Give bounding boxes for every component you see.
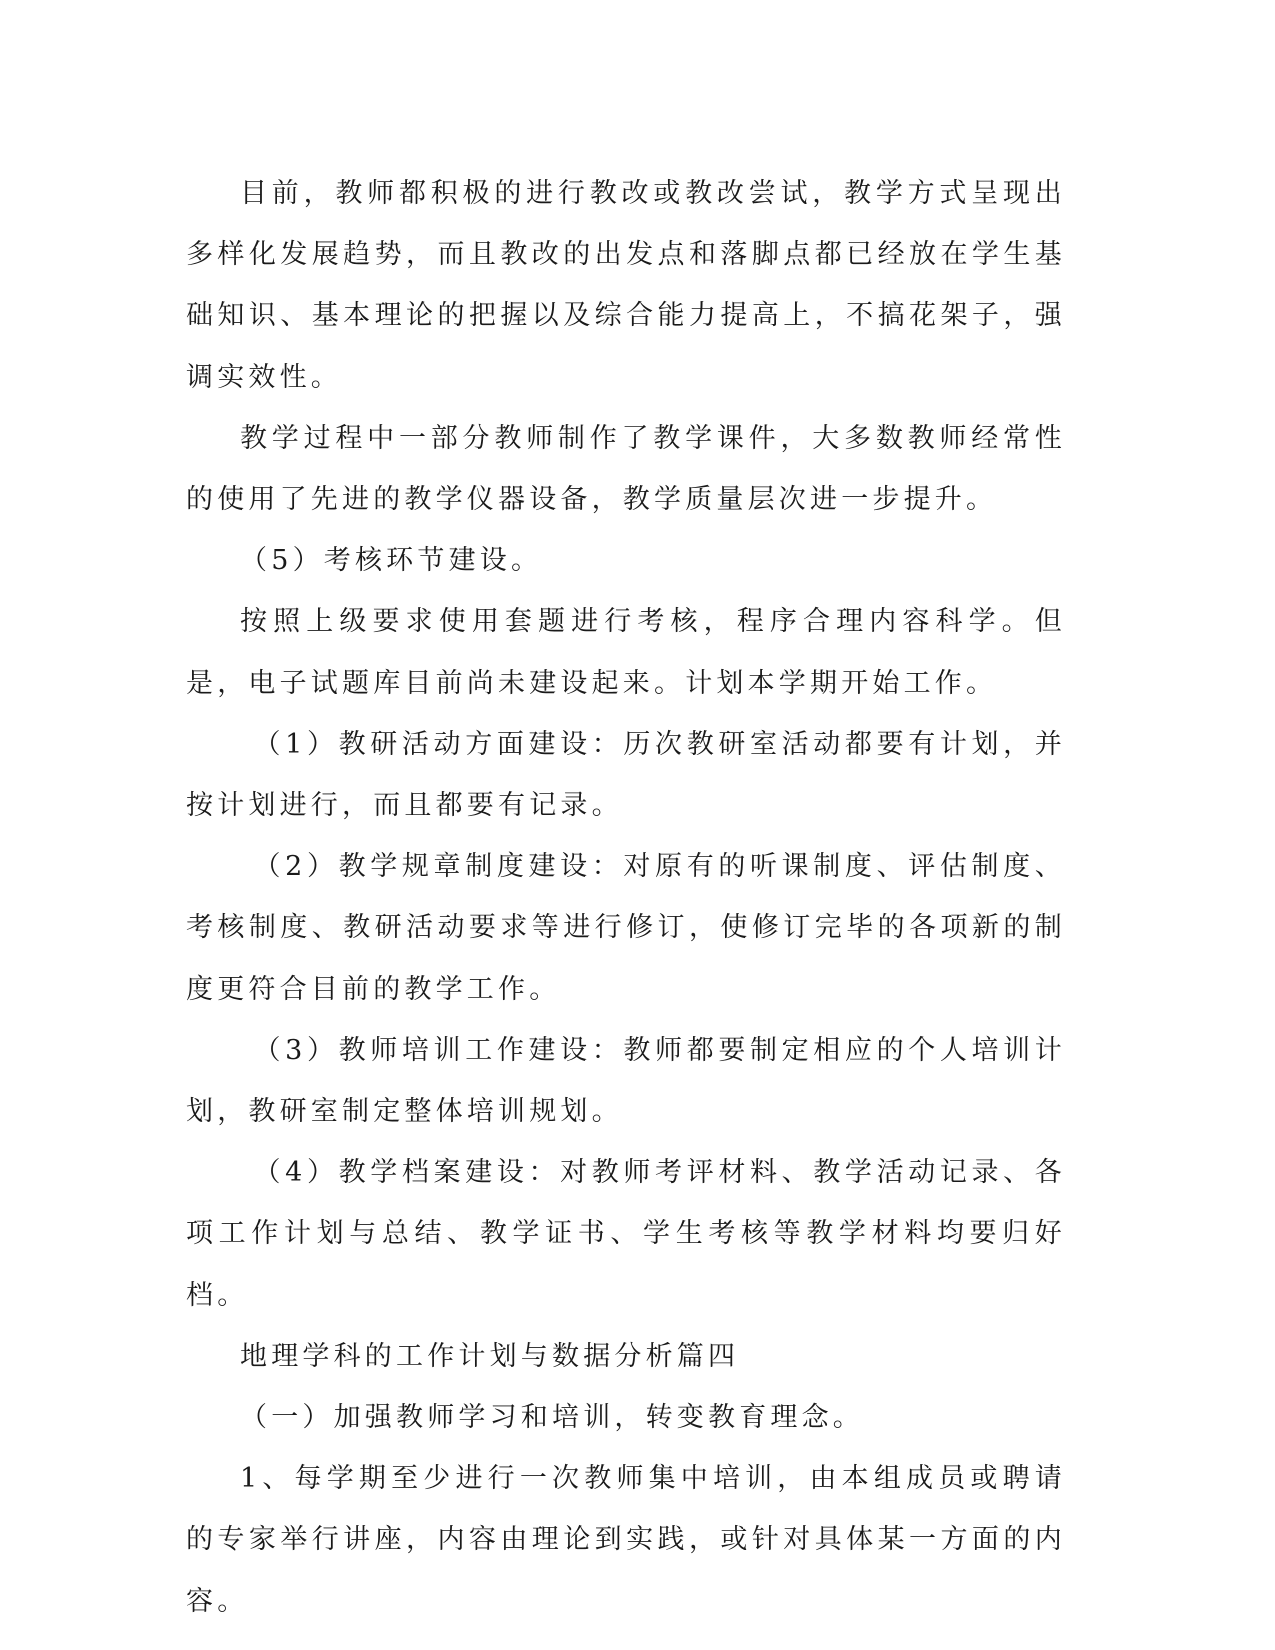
section-title: 地理学科的工作计划与数据分析篇四 — [240, 1340, 740, 1372]
paragraph-regulations: （2）教学规章制度建设：对原有的听课制度、评估制度、考核制度、教研活动要求等进行修订，使修订完毕的各项新的制度更符合目前的教学工作。 — [186, 851, 1066, 1005]
paragraph-research-activities: （1）教研活动方面建设：历次教研室活动都要有计划，并按计划进行，而且都要有记录。 — [186, 728, 1066, 822]
paragraph-assessment-heading: （5）考核环节建设。 — [240, 545, 543, 577]
document-body — [186, 163, 1066, 1632]
paragraph-centralized-training: 1、每学期至少进行一次教师集中培训，由本组成员或聘请的专家举行讲座，内容由理论到实践，或针对具体某一方面的内容。 — [186, 1463, 1066, 1617]
paragraph-assessment: 按照上级要求使用套题进行考核，程序合理内容科学。但是，电子试题库目前尚未建设起来。计划本学期开始工作。 — [186, 606, 1066, 699]
paragraph-teacher-training: （3）教师培训工作建设：教师都要制定相应的个人培训计划，教研室制定整体培训规划。 — [186, 1034, 1066, 1128]
paragraph-archives: （4）教学档案建设：对教师考评材料、教学活动记录、各项工作计划与总结、教学证书、学生考核等教学材料均要归好档。 — [186, 1157, 1066, 1311]
paragraph-courseware: 教学过程中一部分教师制作了教学课件，大多数教师经常性的使用了先进的教学仪器设备，教学质量层次进一步提升。 — [186, 422, 1066, 516]
paragraph-strengthen-learning: （一）加强教师学习和培训，转变教育理念。 — [240, 1402, 864, 1434]
paragraph-teaching-reform: 目前，教师都积极的进行教改或教改尝试，教学方式呈现出多样化发展趋势，而且教改的出发点和落脚点都已经放在学生基础知识、基本理论的把握以及综合能力提高上，不搞花架子，强调实效性。 — [186, 178, 1066, 393]
